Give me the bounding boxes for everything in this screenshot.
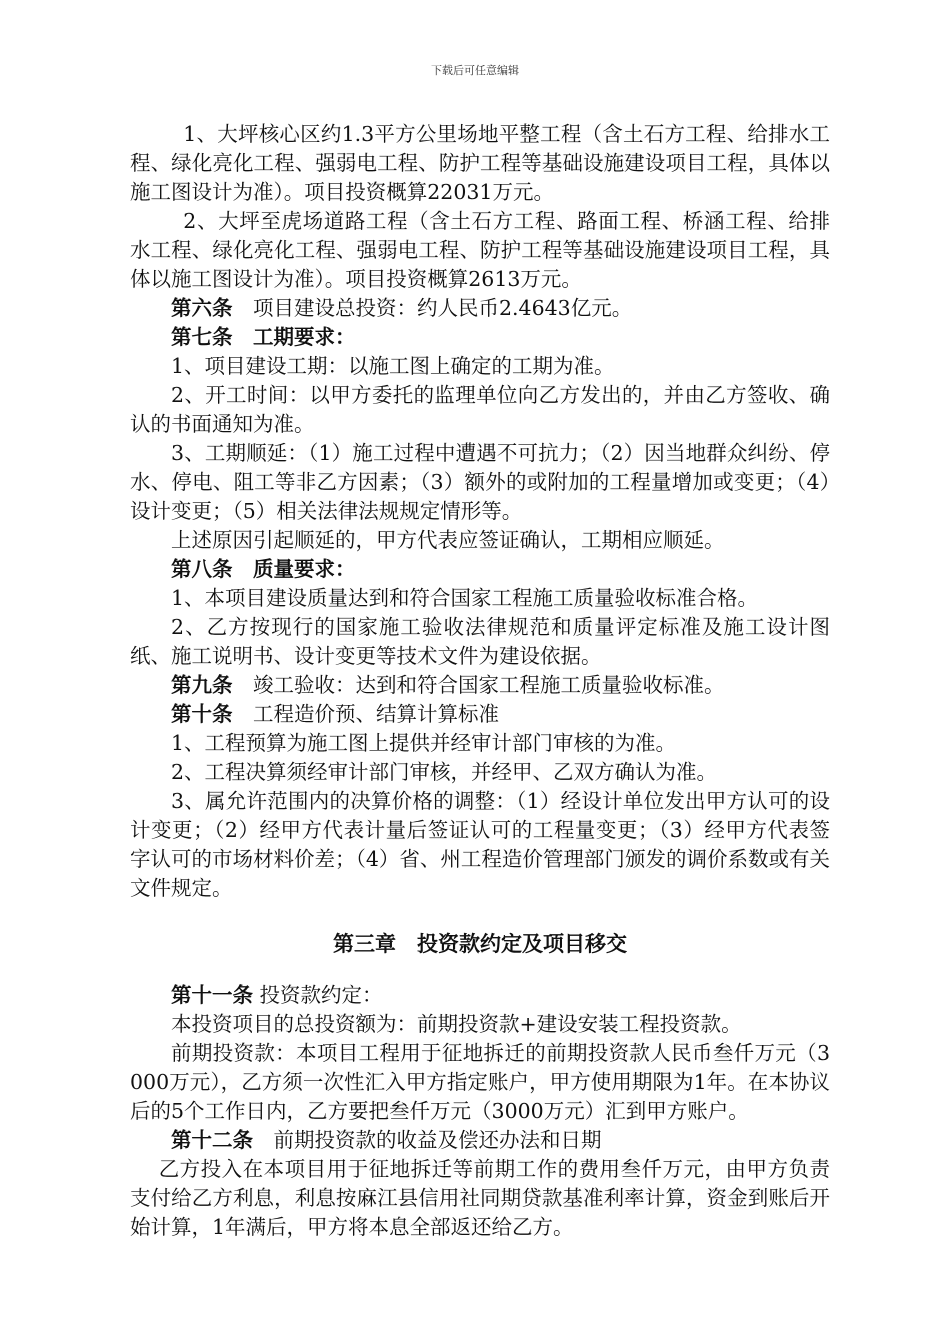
paragraph-item-11: 3、属允许范围内的决算价格的调整：（1）经设计单位发出甲方认可的设计变更；（2）经甲方代表计量后签证认可的工程量变更；（3）经甲方代表签字认可的市场材料价差；（4）省、州工程造价管理部门颁发的调价系数或有关文件规定。 [130, 789, 830, 900]
article-8-heading: 质量要求： [253, 557, 356, 581]
article-11 [130, 981, 830, 1010]
page-header-note: 下载后可任意编辑 [431, 64, 519, 77]
article-12-text: 前期投资款的收益及偿还办法和日期 [273, 1128, 602, 1152]
article-9-text: 竣工验收：达到和符合国家工程施工质量验收标准。 [253, 673, 725, 697]
article-6 [130, 294, 830, 323]
paragraph-item-4: 2、开工时间：以甲方委托的监理单位向乙方发出的，并由乙方签收、确认的书面通知为准。 [130, 383, 830, 436]
article-7-heading: 工期要求： [253, 325, 356, 349]
article-10-text: 工程造价预、结算计算标准 [253, 702, 499, 726]
article-12 [130, 1126, 830, 1155]
article-7-title: 第七条 [171, 325, 233, 349]
article-8 [130, 555, 830, 584]
article-12-title: 第十二条 [171, 1128, 253, 1152]
paragraph-item-14: 乙方投入在本项目用于征地拆迁等前期工作的费用叁仟万元，由甲方负责支付给乙方利息，利息按麻江县信用社同期贷款基准利率计算，资金到账后开始计算，1年满后，甲方将本息全部返还给乙方。 [130, 1157, 830, 1239]
article-9-title: 第九条 [171, 673, 233, 697]
article-10-title: 第十条 [171, 702, 233, 726]
paragraph-item-3: 1、项目建设工期：以施工图上确定的工期为准。 [171, 354, 615, 378]
paragraph-item-2: 2、大坪至虎场道路工程（含土石方工程、路面工程、桥涵工程、给排水工程、绿化亮化工程、强弱电工程、防护工程等基础设施建设项目工程，具体以施工图设计为准）。项目投资概算2613万元。 [130, 209, 830, 291]
paragraph-item-5: 3、工期顺延：（1）施工过程中遭遇不可抗力；（2）因当地群众纠纷、停水、停电、阻工等非乙方因素；（3）额外的或附加的工程量增加或变更；（4）设计变更；（5）相关法律法规规定情形等。 [130, 441, 830, 523]
article-6-title: 第六条 [171, 296, 233, 320]
paragraph-item-6: 上述原因引起顺延的，甲方代表应签证确认，工期相应顺延。 [171, 528, 725, 552]
paragraph-item-1: 1、大坪核心区约1.3平方公里场地平整工程（含土石方工程、给排水工程、绿化亮化工程、强弱电工程、防护工程等基础设施建设项目工程，具体以施工图设计为准）。项目投资概算22031万元。 [130, 122, 830, 204]
article-9 [130, 671, 830, 700]
chapter-heading: 第三章 投资款约定及项目移交 [333, 932, 627, 956]
paragraph-item-13: 前期投资款：本项目工程用于征地拆迁的前期投资款人民币叁仟万元（3000万元），乙方须一次性汇入甲方指定账户，甲方使用期限为1年。在本协议后的5个工作日内，乙方要把叁仟万元（3000万元）汇到甲方账户。 [130, 1041, 830, 1123]
article-11-title: 第十一条 [171, 983, 253, 1007]
article-8-title: 第八条 [171, 557, 233, 581]
document-body [130, 120, 830, 1242]
paragraph-item-9: 1、工程预算为施工图上提供并经审计部门审核的为准。 [171, 731, 677, 755]
paragraph-item-7: 1、本项目建设质量达到和符合国家工程施工质量验收标准合格。 [171, 586, 759, 610]
article-7 [130, 323, 830, 352]
paragraph-item-8: 2、乙方按现行的国家施工验收法律规范和质量评定标准及施工设计图纸、施工说明书、设计变更等技术文件为建设依据。 [130, 615, 830, 668]
article-6-text: 项目建设总投资：约人民币2.4643亿元。 [253, 296, 633, 320]
paragraph-item-10: 2、工程决算须经审计部门审核，并经甲、乙双方确认为准。 [171, 760, 718, 784]
article-10 [130, 700, 830, 729]
paragraph-item-12: 本投资项目的总投资额为：前期投资款+建设安装工程投资款。 [171, 1012, 742, 1036]
article-11-text: 投资款约定： [259, 983, 383, 1007]
